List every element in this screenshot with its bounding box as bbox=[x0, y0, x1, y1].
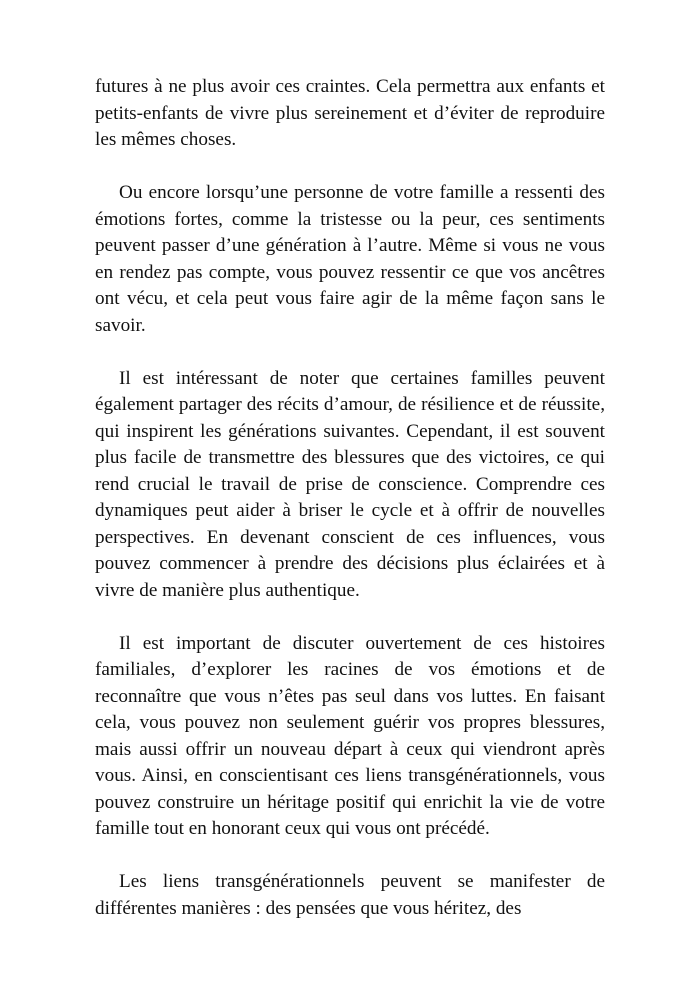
page-body bbox=[95, 74, 605, 922]
paragraph-continuation: futures à ne plus avoir ces craintes. Cela permettra aux enfants et petits-enfants de vivre plus sereinement et d’éviter de reproduire les mêmes choses. bbox=[95, 76, 605, 150]
paragraph-discussion: Il est important de discuter ouvertement de ces histoires familiales, d’explorer les racines de vos émotions et de reconnaître que vous n’êtes pas seul dans vos luttes. En faisant cela, vous pouvez non seulement guérir vos propres blessures, mais aussi offrir un nouveau départ à ceux qui viendront après vous. Ainsi, en conscientisant ces liens transgénérationnels, vous pouvez construire un héritage positif qui enrichit la vie de votre famille tout en honorant ceux qui vous ont précédé. bbox=[95, 632, 605, 839]
paragraph-emotions: Ou encore lorsqu’une personne de votre famille a ressenti des émotions fortes, comme la tristesse ou la peur, ces sentiments peuvent passer d’une génération à l’autre. Même si vous ne vous en rendez pas compte, vous pouvez ressentir ce que vos ancêtres ont vécu, et cela peut vous faire agir de la même façon sans le savoir. bbox=[95, 182, 605, 336]
paragraph-family-stories: Il est intéressant de noter que certaines familles peuvent également partager des récits d’amour, de résilience et de réussite, qui inspirent les générations suivantes. Cependant, il est souvent plus facile de transmettre des blessures que des victoires, ce qui rend crucial le travail de prise de conscience. Comprendre ces dynamiques peut aider à briser le cycle et à offrir de nouvelles perspectives. En devenant conscient de ces influences, vous pouvez commencer à prendre des décisions plus éclairées et à vivre de manière plus authentique. bbox=[95, 367, 605, 601]
paragraph-manifestations: Les liens transgénérationnels peuvent se manifester de différentes manières : des pensées que vous héritez, des bbox=[95, 871, 605, 919]
